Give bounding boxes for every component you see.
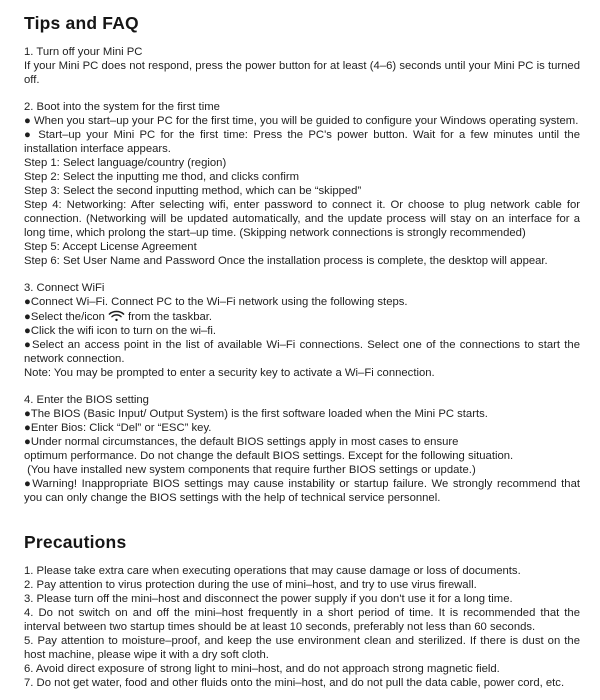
tips-block-turn-off xyxy=(24,45,580,87)
bullet-default-bios-2: optimum performance. Do not change the default BIOS settings. Except for the following situation. xyxy=(24,450,514,462)
precaution-item-5: 5. Pay attention to moisture–proof, and keep the use environment clean and sterilized. If there is dust on the host machine, please wipe it with a dry soft cloth. xyxy=(24,635,580,661)
section-title-precautions: Precautions xyxy=(24,532,127,552)
tips-item-1-heading: 1. Turn off your Mini PC xyxy=(24,46,143,58)
tips-item-3-heading: 3. Connect WiFi xyxy=(24,282,105,294)
bullet-bios-definition: ●The BIOS (Basic Input/ Output System) is the first software loaded when the Mini PC starts. xyxy=(24,408,488,420)
bullet-select-access-point: ●Select an access point in the list of available Wi–Fi connections. Select one of the connections to start the network connection. xyxy=(24,339,580,365)
bullet-default-bios-3: (You have installed new system components that require further BIOS settings or update.) xyxy=(24,464,476,476)
tips-item-4-heading: 4. Enter the BIOS setting xyxy=(24,394,149,406)
bullet-connect-wifi: ●Connect Wi–Fi. Connect PC to the Wi–Fi network using the following steps. xyxy=(24,296,408,308)
step-5: Step 5: Accept License Agreement xyxy=(24,241,197,253)
step-1: Step 1: Select language/country (region) xyxy=(24,157,227,169)
bullet-click-wifi-icon: ●Click the wifi icon to turn on the wi–fi. xyxy=(24,325,217,337)
step-4: Step 4: Networking: After selecting wifi, enter password to connect it. Or choose to plug network cable for connection. (Networking will be updated automatically, and the update process will stay on an interface for a long time, which prolong the start–up time. (Skipping network connections is strongly recommended) xyxy=(24,199,580,239)
tips-block-bios xyxy=(24,393,580,505)
wifi-line-post: from the taskbar. xyxy=(127,311,213,323)
section-title-tips-and-faq: Tips and FAQ xyxy=(24,13,139,33)
tips-block-connect-wifi xyxy=(24,281,580,380)
bullet-enter-bios-keys: ●Enter Bios: Click “Del” or “ESC” key. xyxy=(24,422,212,434)
note-security-key: Note: You may be prompted to enter a security key to activate a Wi–Fi connection. xyxy=(24,367,435,379)
precaution-item-2: 2. Pay attention to virus protection during the use of mini–host, and try to use virus firewall. xyxy=(24,579,477,591)
step-6: Step 6: Set User Name and Password Once the installation process is complete, the desktop will appear. xyxy=(24,255,548,267)
precaution-item-6: 6. Avoid direct exposure of strong light to mini–host, and do not approach strong magnetic field. xyxy=(24,663,500,675)
tips-item-1-body: If your Mini PC does not respond, press the power button for at least (4–6) seconds until your Mini PC is turned off. xyxy=(24,60,580,86)
precautions-list xyxy=(24,564,580,690)
step-3: Step 3: Select the second inputting method, which can be “skipped” xyxy=(24,185,362,197)
precaution-item-4: 4. Do not switch on and off the mini–host frequently in a short period of time. It is recommended that the interval between two startup times should be at least 10 seconds, preferably not less than 60 seconds. xyxy=(24,607,580,633)
tips-block-first-boot xyxy=(24,100,580,268)
tips-item-2-heading: 2. Boot into the system for the first time xyxy=(24,101,220,113)
bullet-default-bios-1: ●Under normal circumstances, the default BIOS settings apply in most cases to ensure xyxy=(24,436,459,448)
precaution-item-1: 1. Please take extra care when executing operations that may cause damage or loss of documents. xyxy=(24,565,521,577)
precaution-item-7: 7. Do not get water, food and other fluids onto the mini–host, and do not pull the data cable, power cord, etc. xyxy=(24,677,565,689)
step-2: Step 2: Select the inputting me thod, and clicks confirm xyxy=(24,171,300,183)
wifi-icon xyxy=(108,309,125,322)
wifi-line-pre: ●Select the/icon xyxy=(24,311,105,323)
bullet-select-wifi-icon-line xyxy=(24,309,580,324)
bullet-press-power-button: ● Start–up your Mini PC for the first time: Press the PC's power button. Wait for a few minutes until the installation interface appears. xyxy=(24,129,580,155)
bullet-configure-windows: ● When you start–up your PC for the first time, you will be guided to configure your Windows operating system. xyxy=(24,115,579,127)
precaution-item-3: 3. Please turn off the mini–host and disconnect the power supply if you don't use it for a long time. xyxy=(24,593,513,605)
bullet-bios-warning: ●Warning! Inappropriate BIOS settings may cause instability or startup failure. We strongly recommend that you can only change the BIOS settings with the help of technical service personnel. xyxy=(24,478,580,504)
